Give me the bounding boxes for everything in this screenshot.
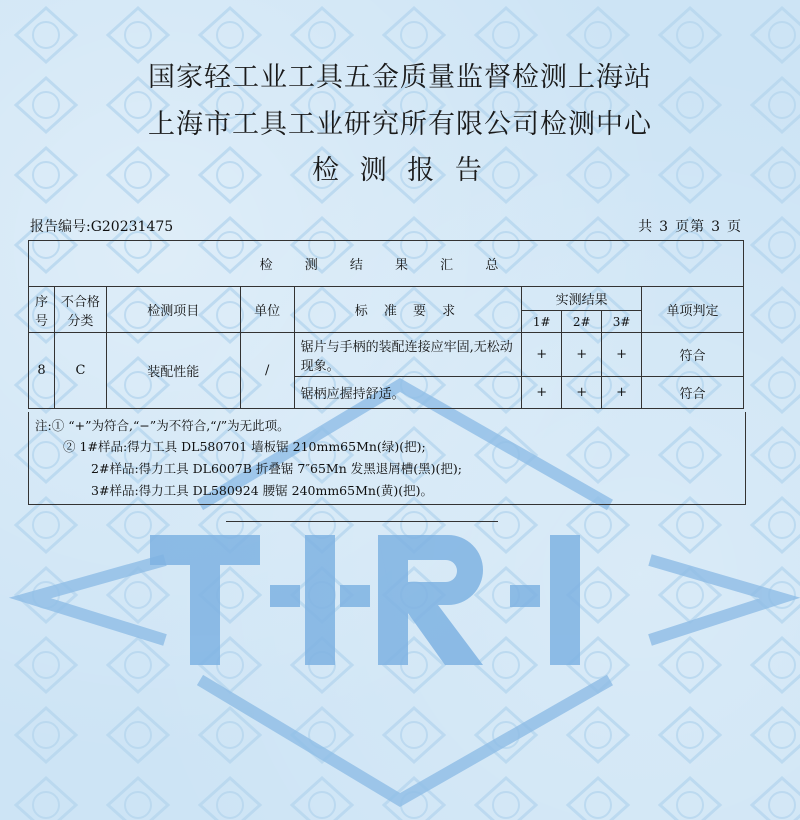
header-item: 检测项目 bbox=[106, 287, 240, 333]
end-of-report-rule bbox=[226, 521, 498, 522]
table-row bbox=[29, 333, 744, 377]
page-suffix: 页 bbox=[727, 219, 742, 235]
notes-box bbox=[28, 412, 746, 505]
requirement-text: 锯片与手柄的装配连接应牢固,无松动现象。 bbox=[294, 333, 522, 377]
total-pages-label: 共 bbox=[638, 219, 654, 235]
report-title: 检 测 报 告 bbox=[312, 155, 488, 186]
page-indicator bbox=[632, 216, 742, 236]
row-item: 装配性能 bbox=[106, 333, 240, 409]
table-title: 检 测 结 果 汇 总 bbox=[29, 241, 744, 287]
note-1-number: ① bbox=[51, 418, 65, 433]
sample-2-text: 得力工具 DL6007B 折叠锯 7″65Mn 发黑退屑槽(黑)(把); bbox=[138, 461, 462, 476]
note-2 bbox=[63, 437, 426, 455]
sample-3-tag: 3# bbox=[91, 483, 110, 498]
header-verdict: 单项判定 bbox=[642, 287, 744, 333]
current-page-value: 3 bbox=[711, 219, 721, 235]
result-cell: + bbox=[562, 377, 602, 409]
total-pages-value: 3 bbox=[659, 219, 670, 235]
row-class: C bbox=[54, 333, 106, 409]
page-label: 页第 bbox=[675, 219, 706, 235]
table-title-row bbox=[29, 241, 744, 287]
results-table bbox=[28, 240, 744, 409]
report-number-label: 报告编号: bbox=[30, 219, 91, 235]
sample-1-tag: 1# bbox=[79, 439, 98, 454]
sample-3-label: 样品: bbox=[109, 483, 139, 498]
result-cell: + bbox=[602, 333, 642, 377]
sample-2-label: 样品: bbox=[109, 461, 139, 476]
row-seq: 8 bbox=[29, 333, 55, 409]
result-cell: + bbox=[522, 333, 562, 377]
header-results: 实测结果 bbox=[522, 287, 642, 311]
note-sample-3 bbox=[91, 481, 433, 499]
sample-3-text: 得力工具 DL580924 腰锯 240mm65Mn(黄)(把)。 bbox=[138, 483, 433, 498]
note-2-number: ② bbox=[63, 439, 76, 454]
header-sample-1: 1# bbox=[522, 311, 562, 333]
sample-1-text: 得力工具 DL580701 墙板锯 210mm65Mn(绿)(把); bbox=[127, 439, 426, 454]
note-1-text: “+”为符合,“−”为不符合,“/”为无此项。 bbox=[68, 418, 290, 433]
result-cell: + bbox=[522, 377, 562, 409]
header-sample-2: 2# bbox=[562, 311, 602, 333]
header-standard: 标 准 要 求 bbox=[294, 287, 522, 333]
verdict-cell: 符合 bbox=[642, 377, 744, 409]
row-unit: / bbox=[240, 333, 294, 409]
header-class: 不合格分类 bbox=[54, 287, 106, 333]
sample-2-tag: 2# bbox=[91, 461, 110, 476]
notes-label: 注: bbox=[35, 418, 52, 433]
result-cell: + bbox=[602, 377, 642, 409]
institution-title-1: 国家轻工业工具五金质量监督检测上海站 bbox=[148, 62, 652, 93]
result-cell: + bbox=[562, 333, 602, 377]
header-seq: 序号 bbox=[29, 287, 55, 333]
report-number-value: G20231475 bbox=[90, 219, 174, 235]
verdict-cell: 符合 bbox=[642, 333, 744, 377]
header-sample-3: 3# bbox=[602, 311, 642, 333]
report-number bbox=[30, 216, 173, 236]
requirement-text: 锯柄应握持舒适。 bbox=[294, 377, 522, 409]
table-header-row bbox=[29, 287, 744, 311]
institution-title-2: 上海市工具工业研究所有限公司检测中心 bbox=[148, 109, 652, 140]
note-1 bbox=[35, 416, 290, 434]
note-sample-2 bbox=[91, 459, 462, 477]
header-unit: 单位 bbox=[240, 287, 294, 333]
sample-1-label: 样品: bbox=[97, 439, 128, 454]
